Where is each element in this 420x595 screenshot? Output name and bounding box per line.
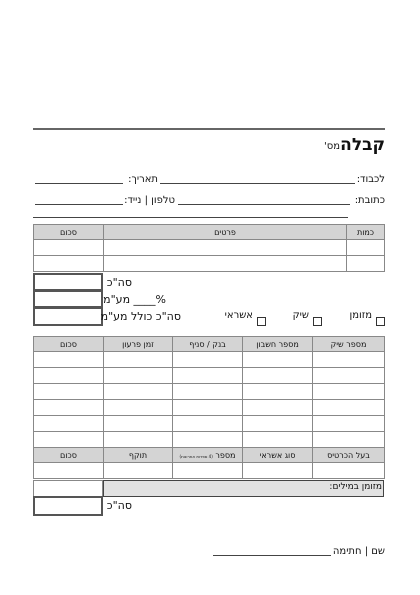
final-total-box[interactable] <box>33 496 103 516</box>
cash-in-words-label: מזומן במילים: <box>329 482 382 492</box>
table-cell[interactable] <box>173 463 243 479</box>
subtotal-box[interactable] <box>33 273 103 291</box>
subtotal-label: סה"כ <box>106 276 132 289</box>
account-number-header: מספר חשבון <box>243 337 313 352</box>
amount-header: סכום <box>34 225 104 240</box>
items-table <box>33 224 385 272</box>
table-row <box>34 432 385 448</box>
table-cell[interactable] <box>34 463 104 479</box>
total-with-vat-label: סה"כ כולל מע"מ <box>100 310 181 323</box>
details-cell[interactable] <box>104 240 347 256</box>
credit-label: אשראי <box>224 310 253 321</box>
table-cell[interactable] <box>173 400 243 416</box>
check-number-header: מספר שיק <box>313 337 385 352</box>
table-cell[interactable] <box>313 368 385 384</box>
table-cell[interactable] <box>173 416 243 432</box>
cardholder-header: בעל הכרטיס <box>313 448 385 463</box>
table-cell[interactable] <box>173 368 243 384</box>
last-digits-note: (4 ספרות אחרונות) <box>179 453 213 459</box>
table-row <box>34 352 385 368</box>
amount-cell[interactable] <box>34 256 104 272</box>
credit-checkbox[interactable] <box>257 311 266 330</box>
table-cell[interactable] <box>104 432 173 448</box>
credit-type-header: סוג אשראי <box>243 448 313 463</box>
table-row <box>34 400 385 416</box>
checks-table <box>33 336 385 479</box>
table-cell[interactable] <box>104 368 173 384</box>
cash-checkbox[interactable] <box>376 311 385 330</box>
table-cell[interactable] <box>173 384 243 400</box>
table-cell[interactable] <box>34 432 104 448</box>
table-row <box>34 416 385 432</box>
table-cell[interactable] <box>313 400 385 416</box>
table-cell[interactable] <box>313 416 385 432</box>
table-cell[interactable] <box>243 463 313 479</box>
quantity-cell[interactable] <box>347 240 385 256</box>
table-row <box>34 256 385 272</box>
details-cell[interactable] <box>104 256 347 272</box>
total-with-vat-box[interactable] <box>33 307 103 326</box>
table-cell[interactable] <box>313 463 385 479</box>
vat-box[interactable] <box>33 290 103 308</box>
table-cell[interactable] <box>173 432 243 448</box>
card-header-row <box>34 448 385 463</box>
table-cell[interactable] <box>243 368 313 384</box>
phone-field[interactable] <box>35 204 123 205</box>
table-cell[interactable] <box>34 416 104 432</box>
table-row <box>34 368 385 384</box>
cash-label: מזומן <box>349 310 372 321</box>
to-field[interactable] <box>160 183 355 184</box>
amount-cell[interactable] <box>34 240 104 256</box>
table-row <box>34 463 385 479</box>
check-checkbox[interactable] <box>313 311 322 330</box>
table-cell[interactable] <box>104 463 173 479</box>
table-cell[interactable] <box>34 352 104 368</box>
table-row <box>34 384 385 400</box>
table-cell[interactable] <box>313 432 385 448</box>
date-label: תאריך: <box>128 174 158 185</box>
bank-branch-header: בנק / סניף <box>173 337 243 352</box>
signature-field[interactable] <box>213 555 331 556</box>
table-cell[interactable] <box>173 352 243 368</box>
card-number-header <box>173 448 243 463</box>
table-cell[interactable] <box>313 384 385 400</box>
table-row <box>34 240 385 256</box>
receipt-number-label: מס' <box>323 141 340 152</box>
table-cell[interactable] <box>243 416 313 432</box>
due-date-header: זמן פרעון <box>104 337 173 352</box>
card-number-label: מספר <box>215 450 236 460</box>
cash-amount-cell[interactable] <box>33 480 103 497</box>
table-cell[interactable] <box>313 352 385 368</box>
table-cell[interactable] <box>243 384 313 400</box>
table-cell[interactable] <box>243 432 313 448</box>
vat-label: %____ מע"מ <box>103 293 166 306</box>
divider <box>33 217 348 218</box>
table-cell[interactable] <box>104 352 173 368</box>
page-title: קבלה <box>340 135 385 155</box>
amount-header: סכום <box>34 337 104 352</box>
table-cell[interactable] <box>34 400 104 416</box>
table-cell[interactable] <box>34 384 104 400</box>
address-label: כתובת: <box>354 195 385 206</box>
table-cell[interactable] <box>104 416 173 432</box>
checks-header-row <box>34 337 385 352</box>
final-total-label: סה"כ <box>106 499 132 512</box>
address-field[interactable] <box>178 204 350 205</box>
date-field[interactable] <box>35 183 123 184</box>
phone-label: טלפון | נייד: <box>124 195 175 206</box>
table-cell[interactable] <box>34 368 104 384</box>
expiry-header: תוקף <box>104 448 173 463</box>
details-header: פרטים <box>104 225 347 240</box>
to-label: לכבוד: <box>356 174 385 185</box>
table-cell[interactable] <box>243 352 313 368</box>
table-cell[interactable] <box>104 384 173 400</box>
table-cell[interactable] <box>104 400 173 416</box>
quantity-header: כמות <box>347 225 385 240</box>
quantity-cell[interactable] <box>347 256 385 272</box>
items-header-row <box>34 225 385 240</box>
signature-label: שם | חתימה <box>332 546 385 557</box>
table-cell[interactable] <box>243 400 313 416</box>
amount-header: סכום <box>34 448 104 463</box>
header-rule <box>33 128 385 130</box>
check-label: שיק <box>292 310 309 321</box>
